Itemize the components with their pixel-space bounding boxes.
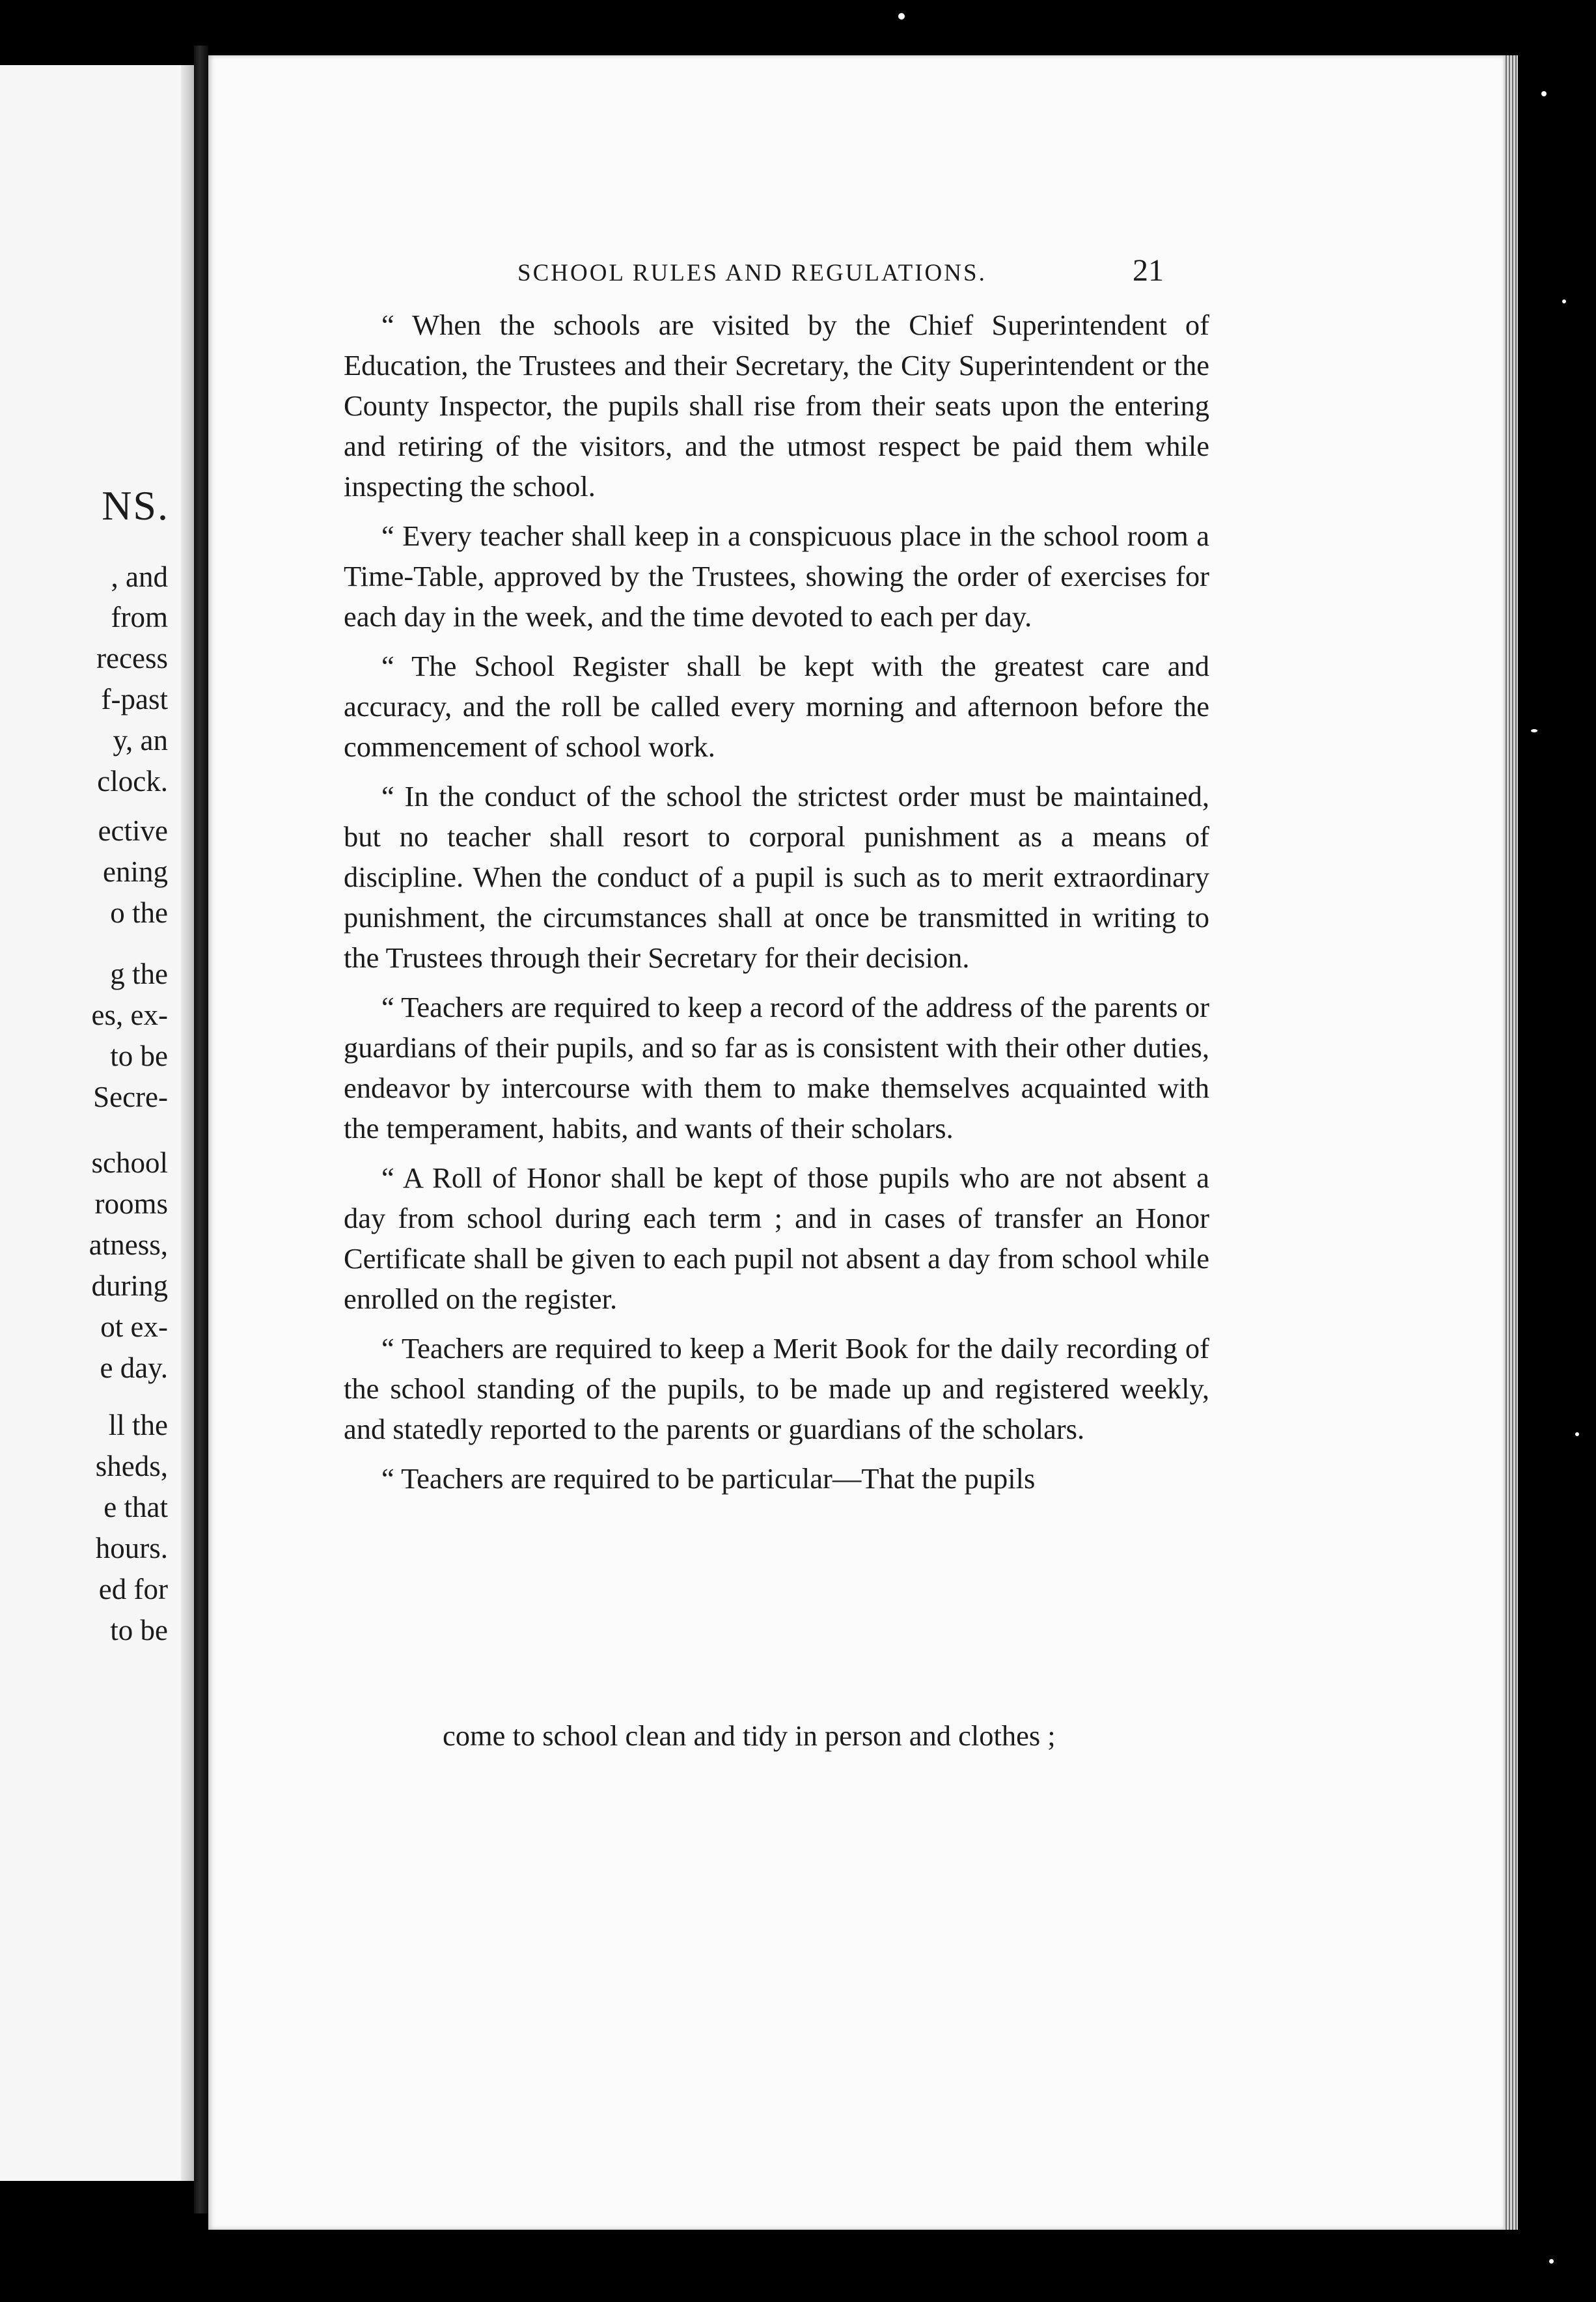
- left-page-line: ll the: [108, 1409, 168, 1441]
- left-page-line: , and: [111, 561, 168, 593]
- scan-speck: [1562, 299, 1566, 303]
- left-page-line: Secre-: [93, 1081, 168, 1113]
- left-page-heading: NS.: [102, 482, 169, 529]
- paragraph: “ Every teacher shall keep in a conspicuous place in the school room a Time-Table, approved by the Trustees, showing the order of exercises for each day in the week, and the time devoted to each per day.: [344, 520, 1209, 633]
- left-page-fragment: [0, 65, 194, 2181]
- left-page-line: to be: [110, 1040, 168, 1072]
- scan-speck: [1541, 91, 1547, 96]
- paragraph: “ Teachers are required to keep a record of the address of the parents or guardians of their pupils, and so far as is consistent with their other duties, endeavor by intercourse with them to make themselves acquainted with the temperament, habits, and wants of their scholars.: [344, 991, 1209, 1144]
- left-page-line: y, an: [113, 724, 168, 756]
- running-head: SCHOOL RULES AND REGULATIONS.: [517, 260, 987, 286]
- left-page-line: f-past: [101, 683, 168, 715]
- book-spine: [194, 46, 208, 2213]
- continuation-line: come to school clean and tidy in person and clothes ;: [443, 1719, 1056, 1752]
- body-text: [344, 305, 1209, 1499]
- left-page-line: school: [91, 1146, 168, 1179]
- scan-speck: [1531, 729, 1537, 732]
- paragraph: “ Teachers are required to keep a Merit Book for the daily recording of the school standing of the pupils, to be made up and registered weekly, and statedly reported to the parents or guardians of the scholars.: [344, 1332, 1209, 1445]
- scan-speck: [1575, 1432, 1579, 1436]
- left-page-line: ot ex-: [100, 1310, 168, 1343]
- left-page-line: from: [111, 601, 168, 633]
- page-number: 21: [1133, 253, 1164, 288]
- left-page-line: ective: [98, 814, 168, 847]
- left-page-line: rooms: [94, 1187, 168, 1220]
- left-page-line: o the: [110, 896, 168, 929]
- left-page-line: recess: [96, 642, 168, 674]
- left-page-line: atness,: [89, 1228, 168, 1261]
- left-page-line: e that: [103, 1491, 168, 1523]
- left-page-line: to be: [110, 1614, 168, 1646]
- left-page-line: g the: [110, 958, 168, 990]
- scan-speck: [1549, 2259, 1554, 2264]
- left-page-gutter: [181, 65, 194, 2181]
- paragraph: “ When the schools are visited by the Chief Superintendent of Education, the Trustees and their Secretary, the City Superintendent or the County Inspector, the pupils shall rise from their seats upon the entering and retiring of the visitors, and the utmost respect be paid them while inspecting the school.: [344, 309, 1209, 503]
- paragraph: “ A Roll of Honor shall be kept of those pupils who are not absent a day from school during each term ; and in cases of transfer an Honor Certificate shall be given to each pupil not absent a day from school while enrolled on the register.: [344, 1161, 1209, 1315]
- page-edge: [1504, 55, 1518, 2230]
- left-page-line: during: [91, 1269, 168, 1302]
- left-page-line: sheds,: [95, 1450, 168, 1482]
- closing-line: “ Teachers are required to be particular—That the pupils: [381, 1462, 1036, 1495]
- left-page-line: ening: [103, 855, 168, 888]
- left-page-line: es, ex-: [91, 999, 168, 1031]
- paragraph: “ The School Register shall be kept with the greatest care and accuracy, and the roll be called every morning and afternoon before the commencement of school work.: [344, 650, 1209, 763]
- left-page-line: e day.: [100, 1352, 168, 1384]
- left-page-line: ed for: [98, 1573, 168, 1605]
- paragraph: “ In the conduct of the school the strictest order must be maintained, but no teacher shall resort to corporal punishment as a means of discipline. When the conduct of a pupil is such as to merit extraordinary punishment, the circumstances shall at once be transmitted in writing to the Trustees through their Secretary for their decision.: [344, 780, 1209, 974]
- left-page-line: hours.: [95, 1532, 168, 1564]
- scan-speck: [898, 13, 905, 20]
- left-page-line: clock.: [97, 765, 168, 797]
